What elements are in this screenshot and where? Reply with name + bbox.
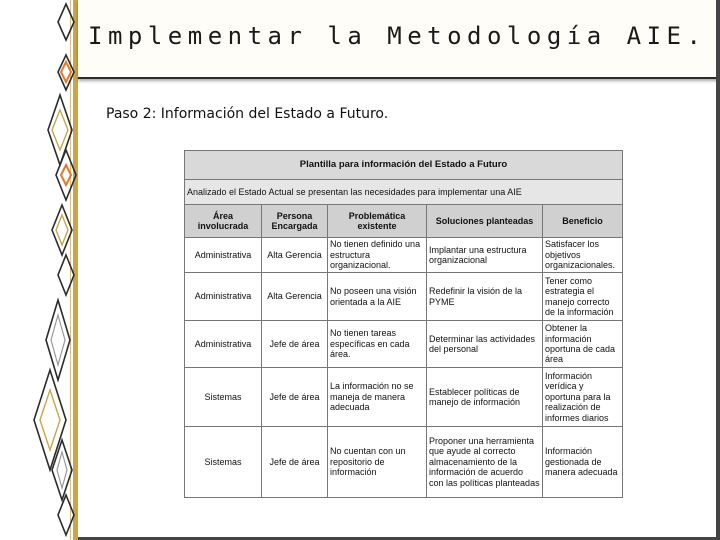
table-cell: No tienen tareas específicas en cada área. (328, 321, 427, 368)
table-row (185, 238, 623, 273)
table-cell: Establecer políticas de manejo de información (427, 368, 543, 427)
table-cell: Información gestionada de manera adecuada (543, 427, 623, 498)
slide-subtitle: Paso 2: Información del Estado a Futuro. (106, 106, 389, 122)
table-cell: Jefe de área (262, 427, 328, 498)
table-cell: No poseen una visión orientada a la AIE (328, 273, 427, 321)
table-row (185, 368, 623, 427)
diamond-pattern-decoration (0, 0, 80, 540)
table-row (185, 273, 623, 321)
table-row (185, 427, 623, 498)
table-cell: Implantar una estructura organizacional (427, 238, 543, 273)
table-cell: Sistemas (185, 368, 262, 427)
table-caption-row (185, 151, 623, 180)
table-row (185, 321, 623, 368)
table-cell: Alta Gerencia (262, 238, 328, 273)
table-header-row (185, 205, 623, 238)
table-cell: Administrativa (185, 273, 262, 321)
table-cell: Alta Gerencia (262, 273, 328, 321)
table-cell: Administrativa (185, 238, 262, 273)
table-cell: La información no se maneja de manera adecuada (328, 368, 427, 427)
table-caption: Plantilla para información del Estado a Futuro (185, 151, 623, 180)
future-state-table (184, 150, 623, 498)
table-cell: Determinar las actividades del personal (427, 321, 543, 368)
table-intro-row (185, 180, 623, 205)
table-cell: Jefe de área (262, 368, 328, 427)
table-cell: Jefe de área (262, 321, 328, 368)
table-cell: Administrativa (185, 321, 262, 368)
table-cell: Sistemas (185, 427, 262, 498)
table-cell: No tienen definido una estructura organizacional. (328, 238, 427, 273)
table-cell: Proponer una herramienta que ayude al correcto almacenamiento de la información de acuerdo con las políticas planteadas (427, 427, 543, 498)
column-header: Beneficio (543, 205, 623, 238)
table-cell: No cuentan con un repositorio de información (328, 427, 427, 498)
future-state-table-wrapper (184, 150, 622, 498)
title-box (78, 0, 720, 79)
table-cell: Obtener la información oportuna de cada área (543, 321, 623, 368)
table-cell: Tener como estrategia el manejo correcto de la información (543, 273, 623, 321)
column-header: Área involucrada (185, 205, 262, 238)
slide-title: Implementar la Metodología AIE. (88, 22, 707, 50)
table-cell: Redefinir la visión de la PYME (427, 273, 543, 321)
table-intro: Analizado el Estado Actual se presentan las necesidades para implementar una AIE (185, 180, 623, 205)
right-frame (716, 0, 720, 540)
table-cell: Información verídica y oportuna para la realización de informes diarios (543, 368, 623, 427)
column-header: Soluciones planteadas (427, 205, 543, 238)
column-header: Persona Encargada (262, 205, 328, 238)
column-header: Problemática existente (328, 205, 427, 238)
table-cell: Satisfacer los objetivos organizacionales. (543, 238, 623, 273)
